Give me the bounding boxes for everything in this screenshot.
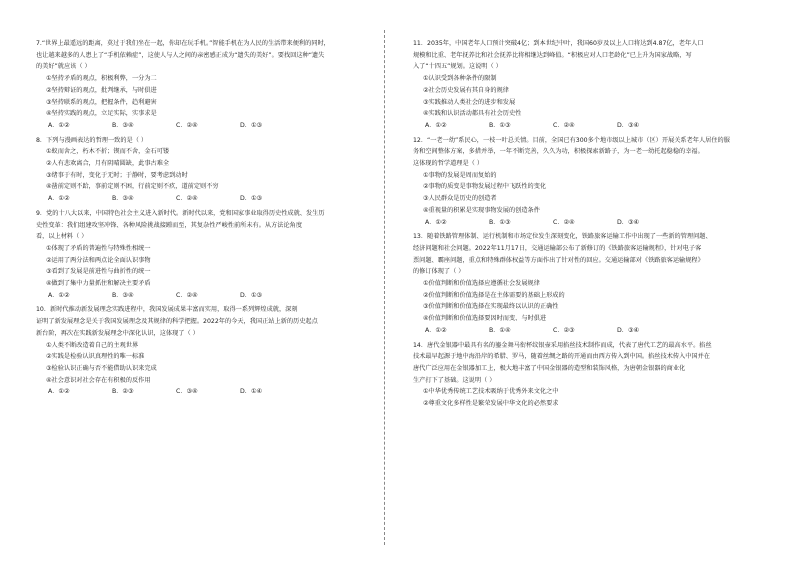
statement-option: ③人民群众是历史的创造者	[423, 195, 497, 203]
question-stem-line: 经济问题和社会问题。2022年11月17日，交通运输部公布了新修订的《铁路旅客运输规程》，针对电子客	[413, 244, 702, 252]
question-block	[36, 135, 376, 208]
question-stem-line: 的美好”就应该（ ）	[36, 63, 91, 71]
answer-choice[interactable]: B．①③	[489, 218, 511, 226]
answer-choice[interactable]: A．①②	[48, 291, 70, 299]
answer-choice[interactable]: C．②③	[553, 326, 575, 334]
question-block	[36, 304, 376, 401]
question-block	[36, 38, 376, 135]
answer-choices	[413, 325, 753, 337]
question-stem-line: 也让越来越多的人患上了“手机依赖症”，这使人与人之间的亲密感正成为“遗失的美好”。要找回这种“遗失	[36, 51, 325, 59]
statement-option: ①坚持矛盾的观点，积极利弊，一分为二	[46, 75, 157, 83]
statement-option: ①体现了矛盾的普遍性与特殊性相统一	[46, 244, 151, 252]
answer-choice[interactable]: B．③④	[112, 291, 134, 299]
question-stem-line: 这体现的哲学道理是（ ）	[413, 160, 484, 168]
answer-choice[interactable]: D．①④	[240, 388, 263, 396]
answer-choice[interactable]: D．①③	[240, 121, 263, 129]
question-block	[36, 208, 376, 305]
statement-option: ④实践和认识活动都具有社会历史性	[423, 110, 522, 118]
question-stem-line: 7.“世界上最遥远的距离，莫过于我们坐在一起，你却在玩手机。”智能手机在为人民的生活带来便利的同时，	[36, 40, 330, 47]
statement-option: ①事物的发展是周而复始的	[423, 171, 497, 179]
statement-option: ④凿前定则不跲，事前定则不困，行前定则不疚，道前定则不穷	[46, 183, 219, 191]
answer-choice[interactable]: B．①④	[489, 326, 511, 334]
answer-choice[interactable]: C．②④	[176, 121, 198, 129]
column-divider	[384, 30, 385, 545]
question-stem-line: 唐代广泛应用在金银器加工上，极大地丰富了中国金银器的造型和装饰风格，为唐朝金银器的商业化	[413, 364, 686, 372]
answer-choice[interactable]: D．③④	[617, 326, 640, 334]
statement-option: ②运用了两分法和两点论全面认识事物	[46, 256, 151, 264]
answer-choice[interactable]: B．③④	[112, 195, 134, 203]
statement-option: ①中华优秀传统工艺技术吸纳于优秀外来文化之中	[423, 388, 559, 396]
question-stem-line: 9．党的十八大以来，中国特色社会主义进入新时代。新时代以来，党和国家事业取得历史性成就、发生历	[36, 209, 325, 217]
statement-option: ①蚁而舍之，朽木不折；锲而不舍，金石可镂	[46, 148, 170, 156]
question-stem-line: 14．唐代金银器中最具有名的鎏金舞马衔杯纹银壶采用掐丝技术制作而成，代表了唐代工艺的最高水平。掐丝	[413, 341, 712, 349]
question-stem-line: 8．下列与漫画表达的哲理一致的是（ ）	[36, 136, 148, 144]
question-stem-line: 的修订体现了（ ）	[413, 268, 465, 276]
question-stem-line: 新台阶，再次在实践新发展理念中深化认识，这体现了（ ）	[36, 329, 199, 337]
question-stem-line: 务和空间整体方案，多措并举，一年不断完善，久久为功，积极探索新路子，为一老一幼托起稳稳的幸福。	[413, 148, 704, 156]
statement-option: ④坚持实践的观点，立足实际，实事求是	[46, 110, 157, 118]
answer-choice[interactable]: C．③④	[176, 388, 198, 396]
statement-option: ③坚持联系的观点，把握条件，趋利避害	[46, 98, 157, 106]
statement-option: ③看到了发展是前进性与曲折性的统一	[46, 268, 151, 276]
right-column	[413, 38, 753, 413]
spacer	[413, 410, 753, 413]
question-stem-line: 票问题、霸座问题，重点和特殊群体权益等方面作出了针对性的回应。交通运输部对《铁路旅客运输规程》	[413, 256, 704, 264]
answer-choice[interactable]: D．①③	[240, 291, 263, 299]
answer-choices	[413, 120, 753, 132]
answer-choice[interactable]: A．①②	[48, 121, 70, 129]
question-block	[413, 231, 753, 339]
answer-choice[interactable]: A．①②	[48, 195, 70, 203]
answer-choice[interactable]: B．②③	[112, 388, 134, 396]
answer-choice[interactable]: A．①②	[425, 326, 447, 334]
answer-choice[interactable]: D．③④	[617, 218, 640, 226]
statement-option: ②事物的质变是事物发展过程中飞跃性的变化	[423, 183, 547, 191]
spacer	[36, 398, 376, 401]
statement-option: ③绪事于有时，变化于无时；于静时，要考虑到动时	[46, 171, 188, 179]
question-stem-line: 10．新时代推动新发展理念实践进程中，我国发展成果丰富而实用，取得一系列辉煌成就，深刻	[36, 306, 298, 314]
statement-option: ①价值判断和价值选择应遵循社会发展规律	[423, 280, 540, 288]
answer-choice[interactable]: A．①②	[425, 121, 447, 129]
question-stem-line: 看，以上材料（ ）	[36, 233, 88, 241]
question-stem-line: 11．2035年，中国老年人口预计突破4亿；到本世纪中叶，我国60岁及以上人口将达到4.87亿，老年人口	[413, 40, 704, 47]
question-stem-line: 证明了新发展理念是关于我国发展理念及其规律的科学把握。2022年的今天，我国正站上新的历史起点	[36, 318, 318, 326]
statement-option: ④价值判断和价值选择要因时而变、与时俱进	[423, 315, 547, 323]
answer-choice[interactable]: C．②④	[176, 195, 198, 203]
statement-option: ②价值判断和价值选择是在主体需要的基础上形成的	[423, 291, 565, 299]
question-stem-line: 12．“一老一幼”系民心，一枝一叶总关情。目前，全国已有300多个地市级以上城市（区）开展关系老年人居住的服	[413, 136, 730, 144]
statement-option: ④做到了集中力量抓住和解决主要矛盾	[46, 280, 151, 288]
statement-option: ④重视量的积累是实现事物发展的创造条件	[423, 206, 540, 214]
question-block	[413, 135, 753, 232]
answer-choice[interactable]: C．②④	[553, 218, 575, 226]
statement-option: ①认识受到各种条件的限制	[423, 75, 497, 83]
answer-choice[interactable]: B．①③	[489, 121, 511, 129]
statement-option: ②尊重文化多样性是繁荣发展中华文化的必然要求	[423, 400, 559, 408]
answer-choice[interactable]: A．①②	[48, 388, 70, 396]
statement-option: ④社会意识对社会存在有积极的反作用	[46, 376, 151, 384]
question-block	[413, 38, 753, 135]
statement-option: ②坚持辩证的观点，批判继承，与时俱进	[46, 86, 157, 94]
answer-choices	[36, 193, 376, 205]
left-column	[36, 38, 376, 401]
statement-option: ②实践是检验认识真理性的唯一标准	[46, 353, 145, 361]
answer-choices	[36, 386, 376, 398]
statement-option: ②社会历史发展有其自身的规律	[423, 86, 509, 94]
answer-choice[interactable]: C．②④	[176, 291, 198, 299]
question-stem-line: 生产打下了基础。这说明（ ）	[413, 376, 496, 384]
question-stem-line: 规模和比重、老年抚养比和社会抚养比将相继达到峰值。“积极应对人口老龄化”已上升为国家战略，写	[413, 51, 692, 59]
answer-choice[interactable]: A．①②	[425, 218, 447, 226]
statement-option: ②人有悲欢离合，月有阴晴圆缺，此事古难全	[46, 160, 170, 168]
answer-choice[interactable]: B．③④	[112, 121, 134, 129]
question-stem-line: 入了“十四五”规划。这说明（ ）	[413, 63, 502, 71]
statement-option: ①人类不断改造着自己的主观世界	[46, 341, 139, 349]
answer-choice[interactable]: D．③④	[617, 121, 640, 129]
statement-option: ③价值判断和价值选择在实现最终以认识的正确性	[423, 303, 559, 311]
answer-choices	[36, 290, 376, 302]
question-stem-line: 史性变革：我们组建攻坚冲锋、各种风险挑战接踵而至，其复杂性严峻性前所未有。从方法论角度	[36, 221, 303, 229]
answer-choices	[36, 120, 376, 132]
answer-choice[interactable]: D．①③	[240, 195, 263, 203]
question-stem-line: 13．随着铁路管理体制、运行机制和市场定位发生深刻变化，铁路旅客运输工作中出现了一些新的管理问题、	[413, 233, 712, 241]
question-block	[413, 340, 753, 413]
statement-option: ③实践推动人类社会的进步和发展	[423, 98, 516, 106]
answer-choices	[413, 217, 753, 229]
question-stem-line: 技术最早起源于地中海沿岸的希腊、罗马，随着丝绸之路的开通而由西方传入到中国。掐丝技术传入中国并在	[413, 353, 710, 361]
answer-choice[interactable]: C．②④	[553, 121, 575, 129]
statement-option: ③检验认识正确与否不能借助认识来完成	[46, 364, 157, 372]
